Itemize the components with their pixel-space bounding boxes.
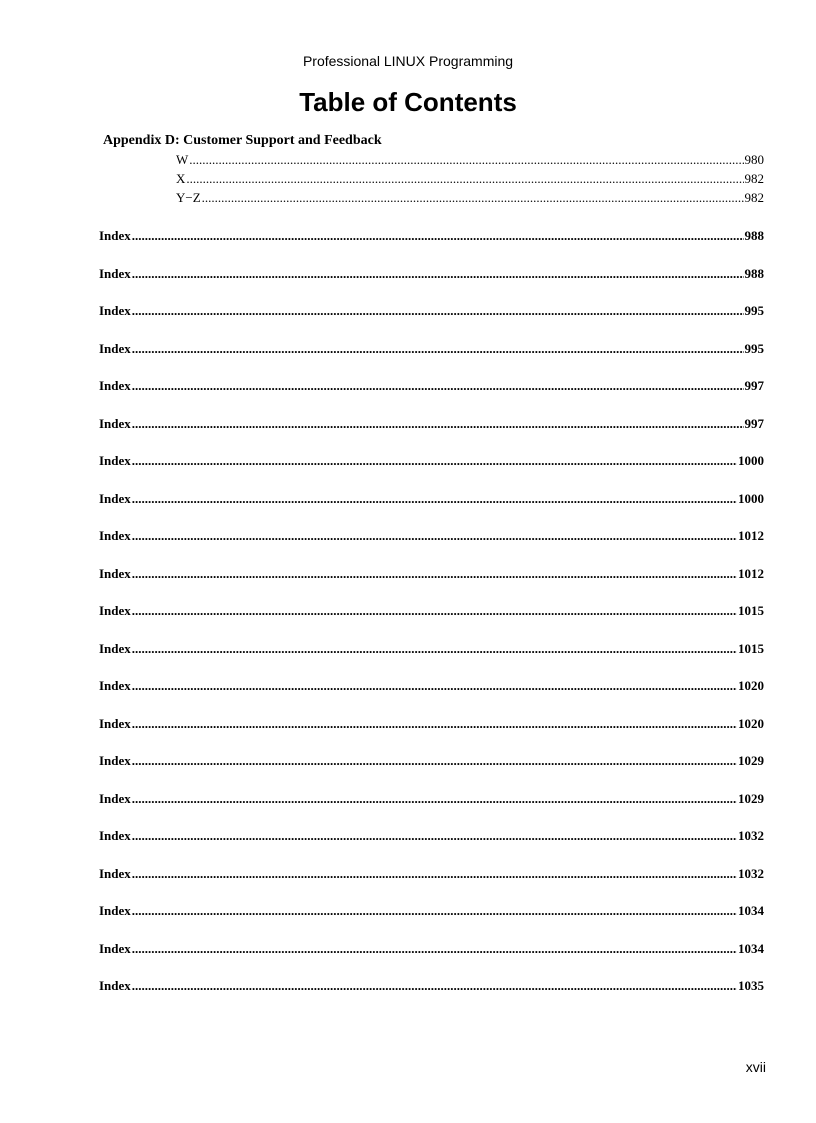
index-entry-label: Index <box>99 490 131 506</box>
index-entry-page: 1034 <box>738 940 764 956</box>
index-entry-page: 1032 <box>738 865 764 881</box>
index-entry[interactable] <box>99 566 764 604</box>
dot-leader <box>132 491 737 507</box>
index-entry-page: 988 <box>744 265 764 281</box>
index-entry[interactable] <box>99 603 764 641</box>
index-entry[interactable] <box>99 941 764 979</box>
toc-entry-y-z[interactable] <box>176 190 764 209</box>
index-entry-label: Index <box>99 940 131 956</box>
index-entry-label: Index <box>99 978 131 993</box>
dot-leader <box>132 828 737 844</box>
index-entry-page: 1000 <box>738 490 764 506</box>
dot-leader <box>186 171 743 187</box>
dot-leader <box>132 753 737 769</box>
dot-leader <box>132 378 744 394</box>
index-entry[interactable] <box>99 866 764 904</box>
dot-leader <box>132 566 737 582</box>
index-entry-label: Index <box>99 865 131 881</box>
index-entry-label: Index <box>99 303 131 318</box>
dot-leader <box>132 903 737 919</box>
toc-entry-page: 980 <box>744 152 764 167</box>
toc-entry-w[interactable] <box>176 152 764 171</box>
index-entry-label: Index <box>99 378 131 393</box>
index-entry-page: 1035 <box>738 978 764 993</box>
dot-leader <box>132 678 737 694</box>
toc-entry-label: W <box>176 152 189 167</box>
index-entry-page: 1015 <box>738 603 764 618</box>
index-entry-page: 997 <box>744 378 764 393</box>
index-entry[interactable] <box>99 716 764 754</box>
dot-leader <box>132 866 737 882</box>
index-entry-label: Index <box>99 528 131 543</box>
dot-leader <box>132 303 744 319</box>
dot-leader <box>132 603 737 619</box>
dot-leader <box>132 453 737 469</box>
dot-leader <box>132 266 744 282</box>
index-entry[interactable] <box>99 491 764 529</box>
dot-leader <box>132 228 744 244</box>
index-entry[interactable] <box>99 678 764 716</box>
index-entry-page: 997 <box>744 415 764 431</box>
index-entry[interactable] <box>99 378 764 416</box>
index-entry[interactable] <box>99 453 764 491</box>
index-entry-page: 1012 <box>738 528 764 543</box>
dot-leader <box>189 152 743 168</box>
index-entry-label: Index <box>99 678 131 693</box>
dot-leader <box>202 190 744 206</box>
index-entry[interactable] <box>99 228 764 266</box>
dot-leader <box>132 716 737 732</box>
index-entry-page: 988 <box>744 228 764 243</box>
index-entry-label: Index <box>99 453 131 468</box>
appendix-subentries <box>176 152 764 209</box>
index-entry-label: Index <box>99 340 131 356</box>
index-entry[interactable] <box>99 903 764 941</box>
dot-leader <box>132 528 737 544</box>
index-entry-page: 1012 <box>738 565 764 581</box>
index-entry-label: Index <box>99 790 131 806</box>
toc-title: Table of Contents <box>299 87 517 117</box>
appendix-d-heading[interactable]: Appendix D: Customer Support and Feedback <box>103 133 382 148</box>
toc-entry-page: 982 <box>744 190 764 205</box>
index-entry-label: Index <box>99 828 131 843</box>
index-entry[interactable] <box>99 828 764 866</box>
dot-leader <box>132 941 737 957</box>
index-entry[interactable] <box>99 791 764 829</box>
index-entry-label: Index <box>99 565 131 581</box>
dot-leader <box>132 791 737 807</box>
index-entry-page: 1029 <box>738 753 764 768</box>
index-entry-label: Index <box>99 753 131 768</box>
index-entry-page: 1020 <box>738 715 764 731</box>
dot-leader <box>132 341 744 357</box>
index-entry[interactable] <box>99 528 764 566</box>
toc-entry-label: X <box>176 171 186 186</box>
dot-leader <box>132 978 737 994</box>
index-entry-page: 995 <box>744 303 764 318</box>
index-entry-label: Index <box>99 640 131 656</box>
index-entry[interactable] <box>99 753 764 791</box>
index-entry-list <box>99 228 764 1016</box>
page-number: xvii <box>745 1059 766 1075</box>
index-entry[interactable] <box>99 416 764 454</box>
index-entry-label: Index <box>99 603 131 618</box>
index-entry[interactable] <box>99 303 764 341</box>
index-entry[interactable] <box>99 266 764 304</box>
index-entry-label: Index <box>99 265 131 281</box>
toc-entry-label: Y−Z <box>176 190 201 205</box>
index-entry-page: 995 <box>744 340 764 356</box>
index-entry[interactable] <box>99 341 764 379</box>
running-header: Professional LINUX Programming <box>302 53 514 69</box>
index-entry[interactable] <box>99 641 764 679</box>
index-entry-page: 1020 <box>738 678 764 693</box>
index-entry-label: Index <box>99 228 131 243</box>
index-entry[interactable] <box>99 978 764 1016</box>
index-entry-page: 1015 <box>738 640 764 656</box>
index-entry-page: 1029 <box>738 790 764 806</box>
index-entry-label: Index <box>99 415 131 431</box>
toc-entry-x[interactable] <box>176 171 764 190</box>
dot-leader <box>132 416 744 432</box>
index-entry-label: Index <box>99 715 131 731</box>
index-entry-label: Index <box>99 903 131 918</box>
index-entry-page: 1032 <box>738 828 764 843</box>
index-entry-page: 1034 <box>738 903 764 918</box>
index-entry-page: 1000 <box>738 453 764 468</box>
toc-entry-page: 982 <box>744 171 764 186</box>
dot-leader <box>132 641 737 657</box>
